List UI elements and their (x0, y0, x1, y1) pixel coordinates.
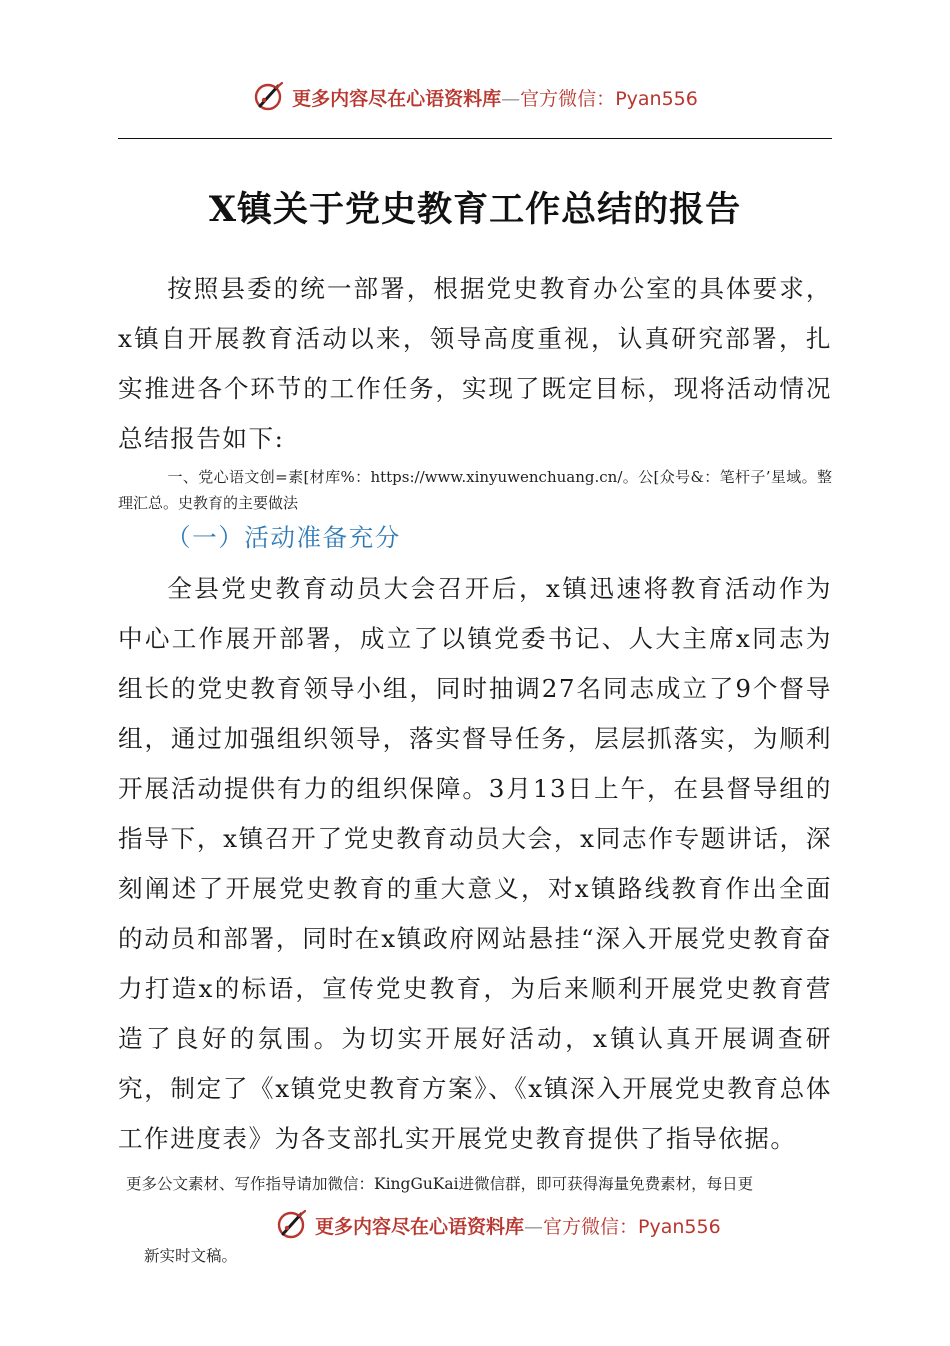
banner-main-text: 更多内容尽在心语资料库 (315, 1215, 525, 1238)
pen-logo-icon (275, 1208, 309, 1242)
banner-wechat-id: Pyan556 (638, 1215, 721, 1238)
banner-wechat-id: Pyan556 (615, 87, 698, 110)
subheading-activity-prep: （一）活动准备充分 (166, 523, 401, 552)
banner-wechat-label: 官方微信： (520, 87, 616, 110)
header-banner (0, 80, 950, 114)
footer-banner (0, 1208, 950, 1242)
header-divider (118, 138, 832, 139)
footer-promo-tail: 新实时文稿。 (144, 1247, 238, 1265)
footer-promo-line: 更多公文素材、写作指导请加微信：KingGuKai进微信群，即可获得海量免费素材，每日更 (126, 1175, 754, 1193)
banner-separator: — (524, 1215, 544, 1238)
document-title: X镇关于党史教育工作总结的报告 (208, 189, 742, 230)
intro-paragraph: 按照县委的统一部署，根据党史教育办公室的具体要求，x镇自开展教育活动以来，领导高度重视，认真研究部署，扎实推进各个环节的工作任务，实现了既定目标，现将活动情况总结报告如下: (118, 274, 832, 453)
banner-wechat-label: 官方微信： (543, 1215, 639, 1238)
body-paragraph: 全县党史教育动员大会召开后，x镇迅速将教育活动作为中心工作展开部署，成立了以镇党委书记、人大主席x同志为组长的党史教育领导小组，同时抽调27名同志成立了9个督导组，通过加强组织领导，落实督导任务，层层抓落实，为顺利开展活动提供有力的组织保障。3月13日上午，在县督导组的指导下，x镇召开了党史教育动员大会，x同志作专题讲话，深刻阐述了开展党史教育的重大意义，对x镇路线教育作出全面的动员和部署，同时在x镇政府网站悬挂“深入开展党史教育奋力打造x的标语，宣传党史教育，为后来顺利开展党史教育营造了良好的氛围。为切实开展好活动，x镇认真开展调查研究，制定了《x镇党史教育方案》、《x镇深入开展党史教育总体工作进度表》为各支部扎实开展党史教育提供了指导依据。 (118, 574, 832, 1153)
banner-text (315, 1212, 721, 1239)
pen-logo-icon (252, 80, 286, 114)
banner-main-text: 更多内容尽在心语资料库 (292, 87, 502, 110)
section-one-line: 一、党心语文创=素[材库%：https://www.xinyuwenchuang.cn/。公[众号&：笔杆子’星域。整理汇总。史教育的主要做法 (118, 468, 832, 512)
banner-text (292, 84, 698, 111)
banner-separator: — (501, 87, 521, 110)
